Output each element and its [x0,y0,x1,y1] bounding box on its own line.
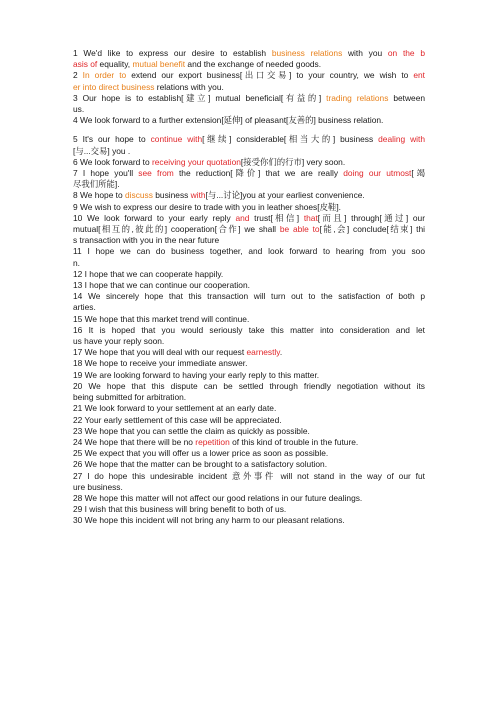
text-line [73,280,425,291]
text-segment: us have your reply soon. [73,336,165,347]
highlighted-phrase: be able to [279,224,320,235]
text-segment: 10 We look forward to your early reply [73,212,236,223]
text-line [73,325,425,336]
highlighted-phrase: trading relations [326,92,389,103]
text-line [73,190,425,201]
text-segment: [而且] through[通过] our [317,212,425,223]
text-line [73,459,425,470]
highlighted-phrase: continue with [150,134,203,145]
text-segment: [与...交易] you . [73,145,131,156]
text-line [73,235,425,246]
text-line [73,504,425,515]
text-segment: extend our export business[出口交易] to your country, we wish to [126,70,414,81]
text-segment: s transaction with you in the near future [73,235,220,246]
text-line [73,415,425,426]
text-line [73,246,425,257]
highlighted-phrase: that [303,212,318,223]
highlighted-phrase: dealing with [378,134,425,145]
highlighted-phrase: In order to [82,70,127,81]
text-segment: 9 We wish to express our desire to trade with you in leather shoes[皮鞋]. [73,201,341,212]
text-line [73,179,425,190]
text-segment: 6 We look forward to [73,156,152,167]
text-segment: [与...讨论]you at your earliest convenience. [205,190,365,201]
text-segment: being submitted for arbitration. [73,392,187,403]
text-line [73,482,425,493]
text-segment: arties. [73,302,96,313]
text-line [73,213,425,224]
text-line [73,202,425,213]
text-line [73,403,425,414]
text-line [73,291,425,302]
text-segment: 7 I hope you'll [73,168,139,179]
text-segment: [继续] considerable[相当大的] business [202,134,379,145]
highlighted-phrase: ent [413,70,425,81]
text-line [73,70,425,81]
text-segment: 23 We hope that you can settle the claim as quickly as possible. [73,425,310,436]
highlighted-phrase: receiving your quotation [151,156,241,167]
text-line [73,48,425,59]
text-segment: 11 I hope we can do business together, and look forward to hearing from you soo [73,246,425,257]
text-line [73,82,425,93]
text-segment: 尽我们所能]. [73,179,120,190]
text-line [73,224,425,235]
text-segment: business [152,190,191,201]
text-segment: [竭 [411,168,425,179]
highlighted-phrase: see from [138,168,174,179]
text-segment: 20 We hope that this dispute can be settled through friendly negotiation without its [73,380,425,391]
text-segment: 30 We hope this incident will not bring any harm to our pleasant relations. [73,515,345,526]
text-segment: 24 We hope that there will be no [73,436,196,447]
text-segment: the reduction[降价] that we are really [173,168,344,179]
text-segment: 14 We sincerely hope that this transaction will turn out to the satisfaction of both p [73,291,425,302]
text-segment: ure business. [73,481,123,492]
text-line [73,93,425,104]
text-segment: of this kind of trouble in the future. [229,436,359,447]
text-segment: 26 We hope that the matter can be brought to a satisfactory solution. [73,459,328,470]
text-line [73,426,425,437]
text-segment: 12 I hope that we can cooperate happily. [73,268,224,279]
text-segment: . [279,347,283,358]
paragraph-gap [73,126,425,134]
text-line [73,314,425,325]
text-segment: 19 We are looking forward to having your early reply to this matter. [73,369,320,380]
text-line [73,347,425,358]
text-line [73,358,425,369]
text-line [73,157,425,168]
text-line [73,336,425,347]
text-segment: 2 [73,70,83,81]
highlighted-phrase: earnestly [246,347,280,358]
text-line [73,381,425,392]
text-segment: 16 It is hoped that you would seriously take this matter into consideration and let [73,324,425,335]
highlighted-phrase: with [190,190,206,201]
text-segment: 18 We hope to receive your immediate answer. [73,358,248,369]
text-segment: mutual[相互的,彼此的] cooperation[合作] we shall [73,224,280,235]
text-line [73,269,425,280]
text-segment: 17 We hope that you will deal with our request [73,347,247,358]
text-segment: between [388,92,425,103]
text-segment: us. [73,104,85,115]
text-segment: equality, [97,59,133,70]
highlighted-phrase: discuss [125,190,153,201]
text-line [73,448,425,459]
highlighted-phrase: asis of [73,59,98,70]
text-segment: 3 Our hope is to establish[建立] mutual beneficial[有益的] [73,92,327,103]
text-line [73,134,425,145]
document-body [73,48,425,527]
text-segment: n. [73,257,80,268]
text-segment: 25 We expect that you will offer us a lower price as soon as possible. [73,448,329,459]
text-segment: 27 I do hope this undesirable incident 意外事件 will not stand in the way of our fut [73,470,425,481]
text-line [73,168,425,179]
highlighted-phrase: er into direct business [73,81,155,92]
text-segment: [接受你们的行市] very soon. [240,156,346,167]
text-segment: 8 We hope to [73,190,125,201]
text-segment: [能,会] conclude[结束] thi [319,224,425,235]
text-segment: relations with you. [154,81,224,92]
highlighted-phrase: on the b [387,48,425,58]
highlighted-phrase: business relations [271,48,343,58]
text-segment: 28 We hope this matter will not affect our good relations in our future dealings. [73,492,363,503]
highlighted-phrase: doing our utmost [343,168,412,179]
text-segment: 29 I wish that this business will bring benefit to both of us. [73,504,287,515]
text-segment: 5 It's our hope to [73,134,151,145]
text-line [73,370,425,381]
text-line [73,146,425,157]
text-line [73,493,425,504]
highlighted-phrase: and [235,212,250,223]
text-line [73,437,425,448]
text-segment: 1 We'd like to express our desire to establish [73,48,272,58]
text-line [73,258,425,269]
highlighted-phrase: mutual benefit [132,59,186,70]
text-line [73,104,425,115]
text-line [73,392,425,403]
text-segment: 22 Your early settlement of this case will be appreciated. [73,414,282,425]
text-line [73,115,425,126]
text-line [73,302,425,313]
text-line [73,59,425,70]
text-segment: with you [342,48,388,58]
text-line [73,471,425,482]
text-segment: 15 We hope that this market trend will continue. [73,313,250,324]
text-segment: trust[相信] [249,212,304,223]
text-segment: 13 I hope that we can continue our cooperation. [73,280,250,291]
highlighted-phrase: repetition [195,436,230,447]
text-segment: 4 We look forward to a further extension[延伸] of pleasant[友善的] business relation. [73,115,384,126]
text-segment: 21 We look forward to your settlement at an early date. [73,403,277,414]
text-line [73,515,425,526]
text-segment: and the exchange of needed goods. [185,59,322,70]
